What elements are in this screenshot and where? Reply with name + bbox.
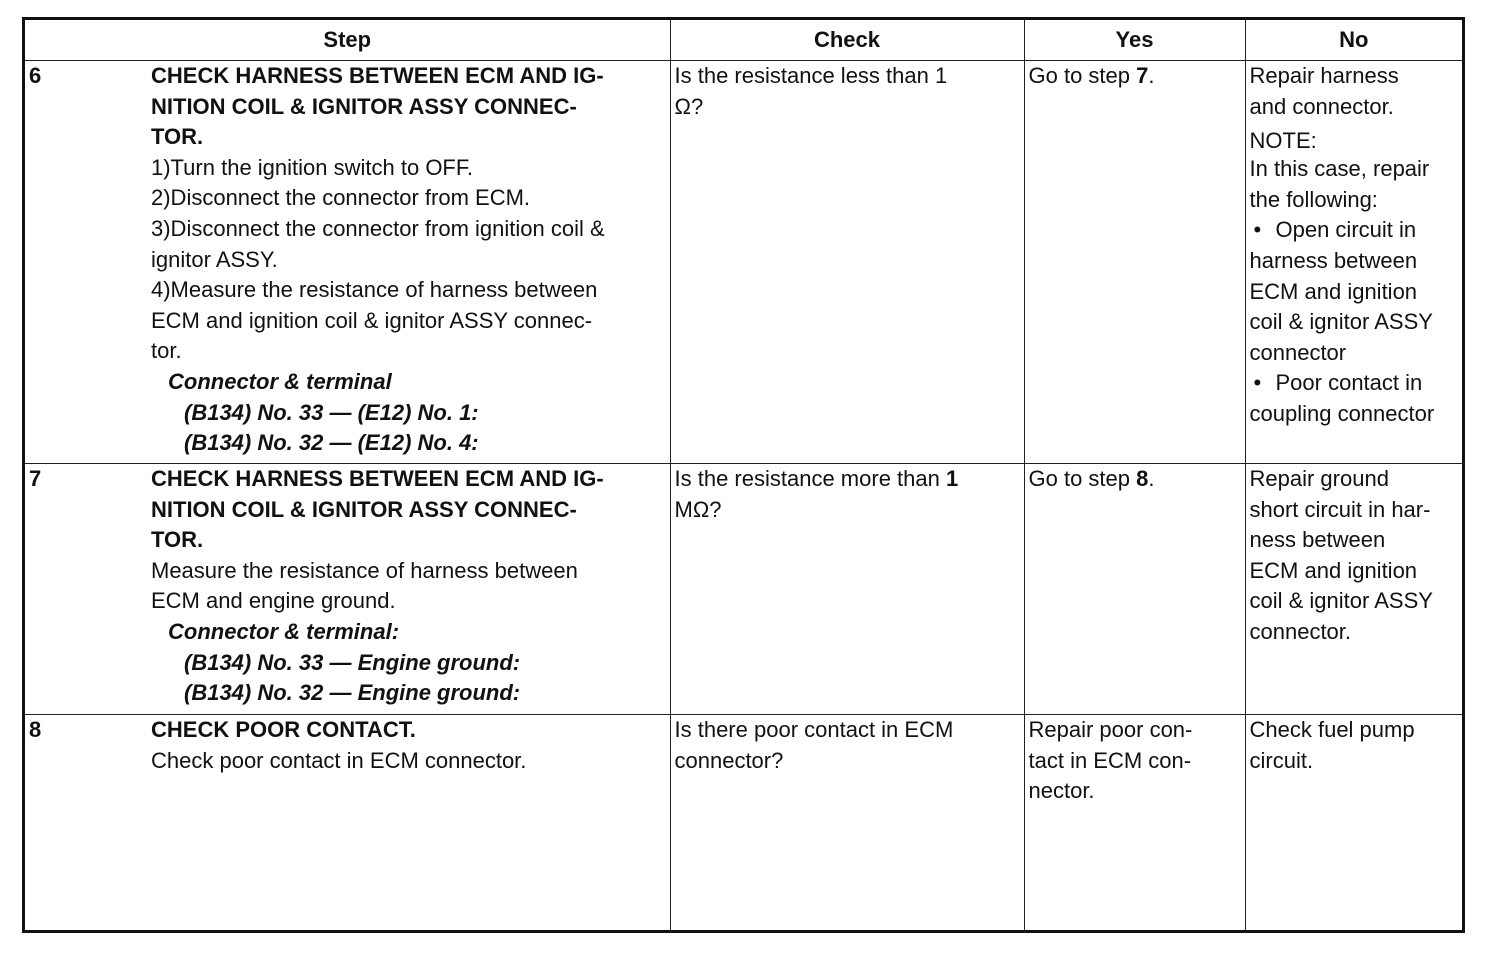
- connector-title: Connector & terminal: [168, 368, 392, 394]
- no-text: connector.: [1249, 618, 1352, 644]
- note-bullet: • Poor contact in: [1250, 368, 1459, 399]
- note-bullet-cont: ECM and ignition: [1249, 278, 1418, 304]
- yes-text: Go to step: [1028, 466, 1137, 491]
- note-text: the following:: [1249, 186, 1378, 212]
- connector-terminal: (B134) No. 32 — Engine ground:: [184, 680, 521, 706]
- yes-text: Go to step: [1028, 63, 1137, 88]
- check-text: Is the resistance less than 1: [674, 63, 948, 88]
- step-title-line: NITION COIL & IGNITOR ASSY CONNEC-: [151, 496, 577, 522]
- step-title-line: NITION COIL & IGNITOR ASSY CONNEC-: [151, 93, 577, 119]
- note-bullet: • Open circuit in: [1250, 215, 1459, 246]
- no-cell: [1245, 61, 1462, 464]
- note-text: In this case, repair: [1249, 156, 1430, 182]
- no-text: ness between: [1249, 527, 1386, 553]
- step-cell: [25, 464, 670, 715]
- step-instruction: tor.: [151, 338, 182, 364]
- step-instruction: 3)Disconnect the connector from ignition coil &: [151, 215, 605, 241]
- yes-text-end: .: [1148, 63, 1155, 88]
- step-instruction: ECM and engine ground.: [151, 588, 396, 614]
- check-text: Ω?: [674, 93, 704, 119]
- step-cell: [25, 715, 670, 934]
- step-title-line: CHECK HARNESS BETWEEN ECM AND IG-: [151, 466, 604, 491]
- no-text: circuit.: [1249, 747, 1314, 773]
- step-number: 8: [29, 717, 42, 742]
- yes-cell: [1024, 61, 1245, 464]
- connector-terminal: (B134) No. 32 — (E12) No. 4:: [184, 430, 479, 456]
- no-text: ECM and ignition: [1249, 557, 1418, 583]
- step-title-line: CHECK HARNESS BETWEEN ECM AND IG-: [151, 63, 604, 88]
- step-instruction: ECM and ignition coil & ignitor ASSY connec-: [151, 307, 593, 333]
- step-cell: [25, 61, 670, 464]
- check-cell: [670, 464, 1024, 715]
- step-instruction: Check poor contact in ECM connector.: [151, 747, 527, 773]
- no-text: Repair harness: [1249, 63, 1399, 88]
- step-instruction: 2)Disconnect the connector from ECM.: [151, 185, 531, 211]
- diagnostic-table-frame: [22, 17, 1465, 933]
- check-text: connector?: [674, 747, 784, 773]
- connector-terminal: (B134) No. 33 — Engine ground:: [184, 649, 521, 675]
- header-row: [25, 20, 1462, 61]
- table-row: [25, 61, 1462, 464]
- note-heading: NOTE:: [1249, 128, 1317, 154]
- yes-text: nector.: [1028, 778, 1095, 804]
- no-text: coil & ignitor ASSY: [1249, 588, 1433, 614]
- header-yes: Yes: [1024, 20, 1245, 61]
- step-number: 6: [29, 63, 42, 88]
- yes-cell: [1024, 464, 1245, 715]
- table-row: [25, 464, 1462, 715]
- connector-terminal: (B134) No. 33 — (E12) No. 1:: [184, 399, 479, 425]
- header-step: Step: [25, 20, 670, 61]
- note-bullet-cont: coil & ignitor ASSY: [1249, 309, 1433, 335]
- header-no: No: [1245, 20, 1462, 61]
- bullet-icon: •: [1253, 217, 1262, 243]
- step-title-line: TOR.: [151, 124, 204, 150]
- no-text: and connector.: [1249, 93, 1394, 119]
- diagnostic-table: [25, 20, 1462, 933]
- note-bullet-cont: harness between: [1249, 247, 1418, 273]
- no-cell: [1245, 715, 1462, 934]
- note-bullet-cont: coupling connector: [1249, 400, 1435, 426]
- yes-text-end: .: [1148, 466, 1155, 491]
- no-text: short circuit in har-: [1249, 496, 1431, 522]
- check-text: MΩ?: [674, 496, 722, 522]
- header-check: Check: [670, 20, 1024, 61]
- no-cell: [1245, 464, 1462, 715]
- note-bullet-cont: connector: [1249, 339, 1347, 365]
- no-text: Repair ground: [1249, 466, 1389, 491]
- no-text: Check fuel pump: [1249, 717, 1415, 742]
- yes-step-ref: 7: [1136, 63, 1149, 88]
- table-row: [25, 715, 1462, 934]
- step-instruction: ignitor ASSY.: [151, 246, 278, 272]
- bullet-icon: •: [1253, 370, 1262, 396]
- step-instruction: Measure the resistance of harness between: [151, 557, 578, 583]
- step-instruction: 4)Measure the resistance of harness between: [151, 277, 598, 303]
- check-value: 1: [945, 466, 959, 491]
- step-instruction: 1)Turn the ignition switch to OFF.: [151, 154, 473, 180]
- yes-text: Repair poor con-: [1028, 717, 1193, 742]
- yes-cell: [1024, 715, 1245, 934]
- check-text: Is there poor contact in ECM: [674, 717, 954, 742]
- check-cell: [670, 61, 1024, 464]
- yes-step-ref: 8: [1136, 466, 1149, 491]
- connector-title: Connector & terminal:: [168, 618, 400, 644]
- step-title-line: CHECK POOR CONTACT.: [151, 717, 416, 742]
- check-cell: [670, 715, 1024, 934]
- check-text: Is the resistance more than: [674, 466, 946, 491]
- yes-text: tact in ECM con-: [1028, 747, 1192, 773]
- step-number: 7: [29, 466, 42, 491]
- step-title-line: TOR.: [151, 527, 204, 553]
